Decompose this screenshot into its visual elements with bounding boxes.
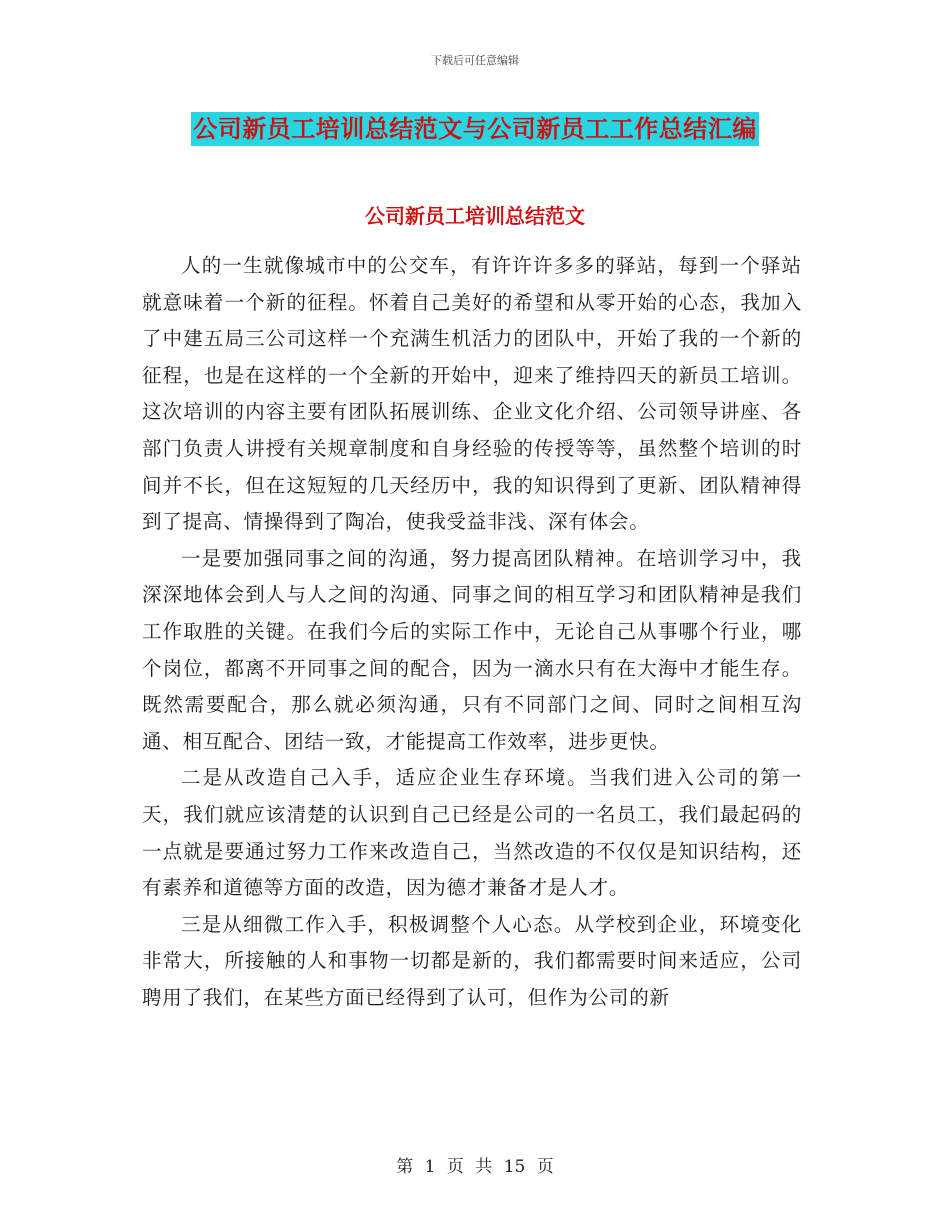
paragraph: 人的一生就像城市中的公交车，有许许许多多的驿站，每到一个驿站就意味着一个新的征程。怀着自己美好的希望和从零开始的心态，我加入了中建五局三公司这样一个充满生机活力的团队中，开始了我的一个新的征程，也是在这样的一个全新的开始中，迎来了维持四天的新员工培训。这次培训的内容主要有团队拓展训练、企业文化介绍、公司领导讲座、各部门负责人讲授有关规章制度和自身经验的传授等等，虽然整个培训的时间并不长，但在这短短的几天经历中，我的知识得到了更新、团队精神得到了提高、情操得到了陶冶，使我受益非浅、深有体会。 [142,254,802,534]
paragraph: 三是从细微工作入手，积极调整个人心态。从学校到企业，环境变化非常大，所接触的人和事物一切都是新的，我们都需要时间来适应，公司聘用了我们，在某些方面已经得到了认可，但作为公司的新 [142,912,802,1009]
page-header: 下载后可任意编辑 [431,54,519,67]
document-title: 公司新员工培训总结范文与公司新员工工作总结汇编 [191,112,759,146]
document-body [142,248,802,1016]
paragraph: 二是从改造自己入手，适应企业生存环境。当我们进入公司的第一天，我们就应该清楚的认识到自己已经是公司的一名员工，我们最起码的一点就是要通过努力工作来改造自己，当然改造的不仅仅是知识结构，还有素养和道德等方面的改造，因为德才兼备才是人才。 [142,766,802,900]
section-title: 公司新员工培训总结范文 [365,204,585,228]
paragraph: 一是要加强同事之间的沟通，努力提高团队精神。在培训学习中，我深深地体会到人与人之间的沟通、同事之间的相互学习和团队精神是我们工作取胜的关键。在我们今后的实际工作中，无论自己从事哪个行业，哪个岗位，都离不开同事之间的配合，因为一滴水只有在大海中才能生存。既然需要配合，那么就必须沟通，只有不同部门之间、同时之间相互沟通、相互配合、团结一致，才能提高工作效率，进步更快。 [142,546,802,753]
document-title-container [0,112,950,146]
page-number-footer: 第 1 页 共 15 页 [396,1157,554,1177]
